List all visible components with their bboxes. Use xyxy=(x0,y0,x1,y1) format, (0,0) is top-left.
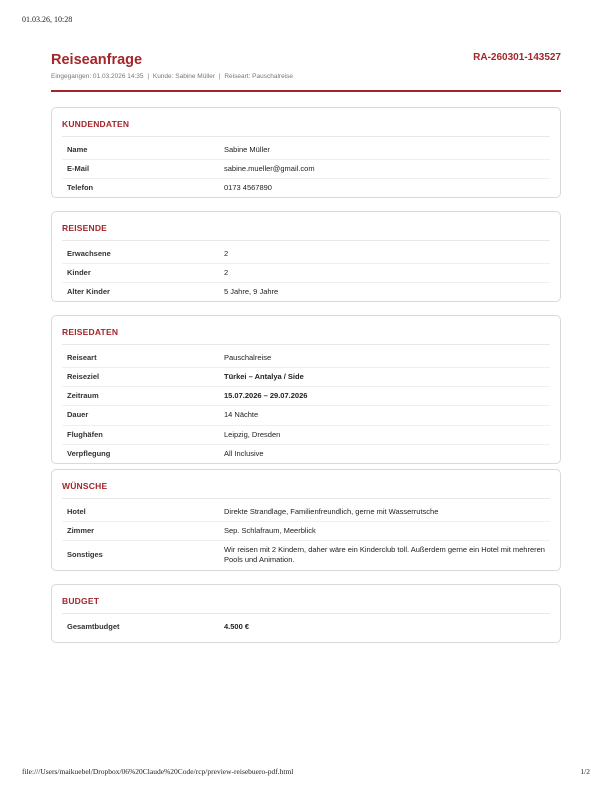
print-url: file:///Users/maikuebel/Dropbox/06%20Claude%20Code/rcp/preview-reisebuero-pdf.html xyxy=(22,767,294,776)
section-title: REISENDE xyxy=(62,212,550,241)
table-row xyxy=(62,444,550,463)
section-travelers xyxy=(51,211,561,302)
table-row xyxy=(62,541,550,570)
row-value: Sabine Müller xyxy=(219,141,550,160)
section-wishes xyxy=(51,469,561,571)
travelers-table xyxy=(62,245,550,301)
meta-received: Eingegangen: 01.03.2026 14:35 xyxy=(51,73,144,80)
print-datetime: 01.03.26, 10:28 xyxy=(22,15,73,24)
row-value: Türkei – Antalya / Side xyxy=(219,368,550,387)
row-label: Reiseart xyxy=(62,349,219,368)
section-title: KUNDENDATEN xyxy=(62,108,550,137)
table-row xyxy=(62,368,550,387)
section-title: REISEDATEN xyxy=(62,316,550,345)
table-row xyxy=(62,522,550,541)
wishes-table xyxy=(62,503,550,570)
row-label: Reiseziel xyxy=(62,368,219,387)
meta-separator: | xyxy=(147,73,150,80)
row-label: E-Mail xyxy=(62,160,219,179)
row-value: Direkte Strandlage, Familienfreundlich, gerne mit Wasserrutsche xyxy=(219,503,550,522)
row-label: Telefon xyxy=(67,183,94,193)
row-value: All Inclusive xyxy=(224,448,264,458)
table-row xyxy=(62,141,550,160)
row-label: Dauer xyxy=(62,406,219,425)
section-title: BUDGET xyxy=(62,585,550,614)
table-row xyxy=(62,160,550,179)
row-label: Kinder xyxy=(62,264,219,283)
row-label: Verpflegung xyxy=(67,448,111,458)
print-page-number: 1/2 xyxy=(580,767,590,776)
title-row xyxy=(51,52,561,68)
row-value: Wir reisen mit 2 Kindern, daher wäre ein Kinderclub toll. Außerdem gerne ein Hotel mit mehreren Pools und Animation. xyxy=(224,545,545,565)
table-row xyxy=(62,387,550,406)
row-value: 15.07.2026 – 29.07.2026 xyxy=(219,387,550,406)
row-value: 4.500 € xyxy=(224,622,250,631)
row-value: Sep. Schlafraum, Meerblick xyxy=(219,522,550,541)
row-value: sabine.mueller@gmail.com xyxy=(219,160,550,179)
table-row xyxy=(62,618,550,636)
meta-customer: Kunde: Sabine Müller xyxy=(152,73,216,80)
row-value: 0173 4567890 xyxy=(224,183,272,193)
document-header xyxy=(51,52,561,80)
table-row xyxy=(62,349,550,368)
table-row xyxy=(62,283,550,302)
row-value: 2 xyxy=(219,264,550,283)
table-row xyxy=(62,425,550,444)
row-label: Hotel xyxy=(62,503,219,522)
section-customer-data xyxy=(51,107,561,198)
row-label: Flughäfen xyxy=(62,425,219,444)
row-label: Zimmer xyxy=(62,522,219,541)
row-value: 14 Nächte xyxy=(219,406,550,425)
meta-travel-type: Reiseart: Pauschalreise xyxy=(224,73,293,80)
row-label: Zeitraum xyxy=(62,387,219,406)
page-title: Reiseanfrage xyxy=(51,52,143,68)
meta-separator: | xyxy=(218,73,221,80)
section-title: WÜNSCHE xyxy=(62,470,550,499)
header-divider xyxy=(51,90,561,92)
row-value: Pauschalreise xyxy=(219,349,550,368)
customer-data-table xyxy=(62,141,550,197)
table-row xyxy=(62,406,550,425)
table-row xyxy=(62,179,550,198)
row-label: Erwachsene xyxy=(62,245,219,264)
request-meta xyxy=(51,73,561,80)
row-label: Name xyxy=(62,141,219,160)
travel-data-table xyxy=(62,349,550,463)
row-value: 2 xyxy=(219,245,550,264)
section-travel-data xyxy=(51,315,561,464)
table-row xyxy=(62,503,550,522)
print-header xyxy=(22,15,590,24)
row-label: Gesamtbudget xyxy=(67,622,120,631)
request-reference: RA-260301-143527 xyxy=(473,52,561,63)
budget-table xyxy=(62,618,550,636)
table-row xyxy=(62,264,550,283)
row-value: 5 Jahre, 9 Jahre xyxy=(224,287,279,297)
section-budget xyxy=(51,584,561,643)
row-label: Alter Kinder xyxy=(67,287,110,297)
print-footer xyxy=(22,767,590,776)
row-label: Sonstiges xyxy=(67,550,103,560)
table-row xyxy=(62,245,550,264)
row-value: Leipzig, Dresden xyxy=(219,425,550,444)
